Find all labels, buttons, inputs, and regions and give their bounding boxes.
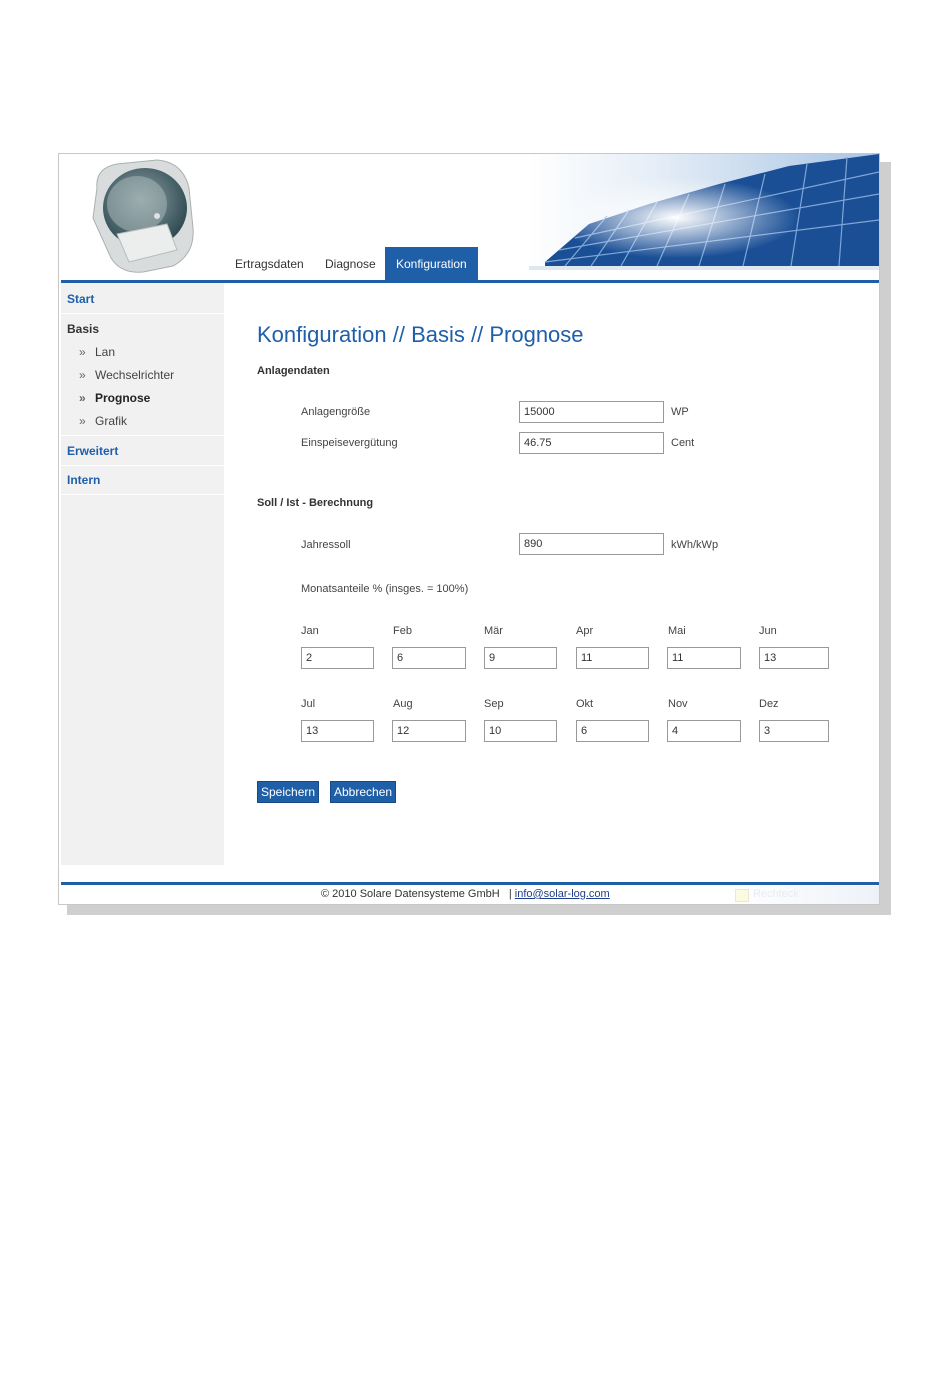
raquo-icon: » (79, 345, 86, 359)
month-label-jun: Jun (759, 625, 777, 637)
raquo-icon: » (79, 391, 86, 405)
month-input-sep[interactable] (484, 720, 557, 742)
month-label-sep: Sep (484, 698, 504, 710)
sidebar-item-start[interactable]: Start (67, 292, 95, 306)
monatsanteile-label: Monatsanteile % (insges. = 100%) (301, 583, 469, 595)
month-label-okt: Okt (576, 698, 594, 710)
cancel-button[interactable]: Abbrechen (330, 781, 396, 803)
month-label-jul: Jul (301, 698, 316, 710)
anlagengroesse-unit: WP (671, 406, 689, 418)
month-label-mai: Mai (668, 625, 686, 637)
faint-label: Rechteck (753, 888, 799, 900)
sidebar-item-basis[interactable]: Basis (67, 322, 100, 336)
anlagengroesse-label: Anlagengröße (301, 406, 371, 418)
sidebar-subitem-wechselrichter[interactable]: » Wechselrichter (79, 368, 175, 382)
month-input-dez[interactable] (759, 720, 829, 742)
month-label-apr: Apr (576, 625, 594, 637)
sidebar-item-erweitert[interactable]: Erweitert (67, 444, 119, 458)
month-label-jan: Jan (301, 625, 319, 637)
sidebar-divider (61, 465, 224, 466)
solar-log-device-icon (87, 158, 195, 274)
sidebar-divider (61, 494, 224, 495)
jahressoll-unit: kWh/kWp (671, 539, 719, 551)
month-label-nov: Nov (668, 698, 688, 710)
footer-copyright: © 2010 Solare Datensysteme GmbH (321, 888, 500, 900)
section-anlagendaten: Anlagendaten (257, 365, 330, 377)
page-title: Konfiguration // Basis // Prognose (257, 322, 584, 347)
sidebar-item-intern[interactable]: Intern (67, 473, 101, 487)
sidebar-subitem-lan[interactable]: » Lan (79, 345, 116, 359)
main-content (224, 283, 879, 865)
section-soll-ist: Soll / Ist - Berechnung (257, 497, 374, 509)
sidebar-divider (61, 313, 224, 314)
tab-diagnose[interactable]: Diagnose (325, 257, 376, 271)
sidebar-subitem-grafik[interactable]: » Grafik (79, 414, 128, 428)
footer-faint-area (729, 886, 879, 904)
month-input-aug[interactable] (392, 720, 466, 742)
tab-ertragsdaten[interactable]: Ertragsdaten (235, 257, 304, 271)
einspeiseverguetung-label: Einspeisevergütung (301, 437, 398, 449)
header (59, 154, 879, 282)
einspeiseverguetung-input[interactable] (519, 432, 664, 454)
month-input-jan[interactable] (301, 647, 374, 669)
month-label-feb: Feb (393, 625, 412, 637)
sidebar-subitem-prognose[interactable]: » Prognose (79, 391, 151, 405)
footer (321, 888, 610, 900)
footer-separator: | (508, 888, 512, 900)
app-window (58, 153, 880, 905)
month-label-maer: Mär (484, 625, 503, 637)
month-input-maer[interactable] (484, 647, 557, 669)
month-input-nov[interactable] (667, 720, 741, 742)
anlagengroesse-input[interactable] (519, 401, 664, 423)
save-button[interactable]: Speichern (257, 781, 319, 803)
raquo-icon: » (79, 368, 86, 382)
faint-rectangle-icon (735, 889, 749, 902)
month-label-dez: Dez (759, 698, 779, 710)
footer-email-link[interactable]: info@solar-log.com (514, 888, 610, 900)
sidebar-divider (61, 435, 224, 436)
footer-divider (61, 882, 879, 885)
month-label-aug: Aug (393, 698, 413, 710)
month-input-mai[interactable] (667, 647, 741, 669)
tab-konfiguration[interactable]: Konfiguration (385, 247, 478, 281)
jahressoll-input[interactable] (519, 533, 664, 555)
solar-panels-banner (529, 154, 879, 270)
month-input-jun[interactable] (759, 647, 829, 669)
jahressoll-label: Jahressoll (301, 539, 351, 551)
einspeiseverguetung-unit: Cent (671, 437, 695, 449)
raquo-icon: » (79, 414, 86, 428)
month-input-apr[interactable] (576, 647, 649, 669)
month-input-okt[interactable] (576, 720, 649, 742)
month-input-feb[interactable] (392, 647, 466, 669)
month-input-jul[interactable] (301, 720, 374, 742)
sidebar (61, 283, 224, 865)
